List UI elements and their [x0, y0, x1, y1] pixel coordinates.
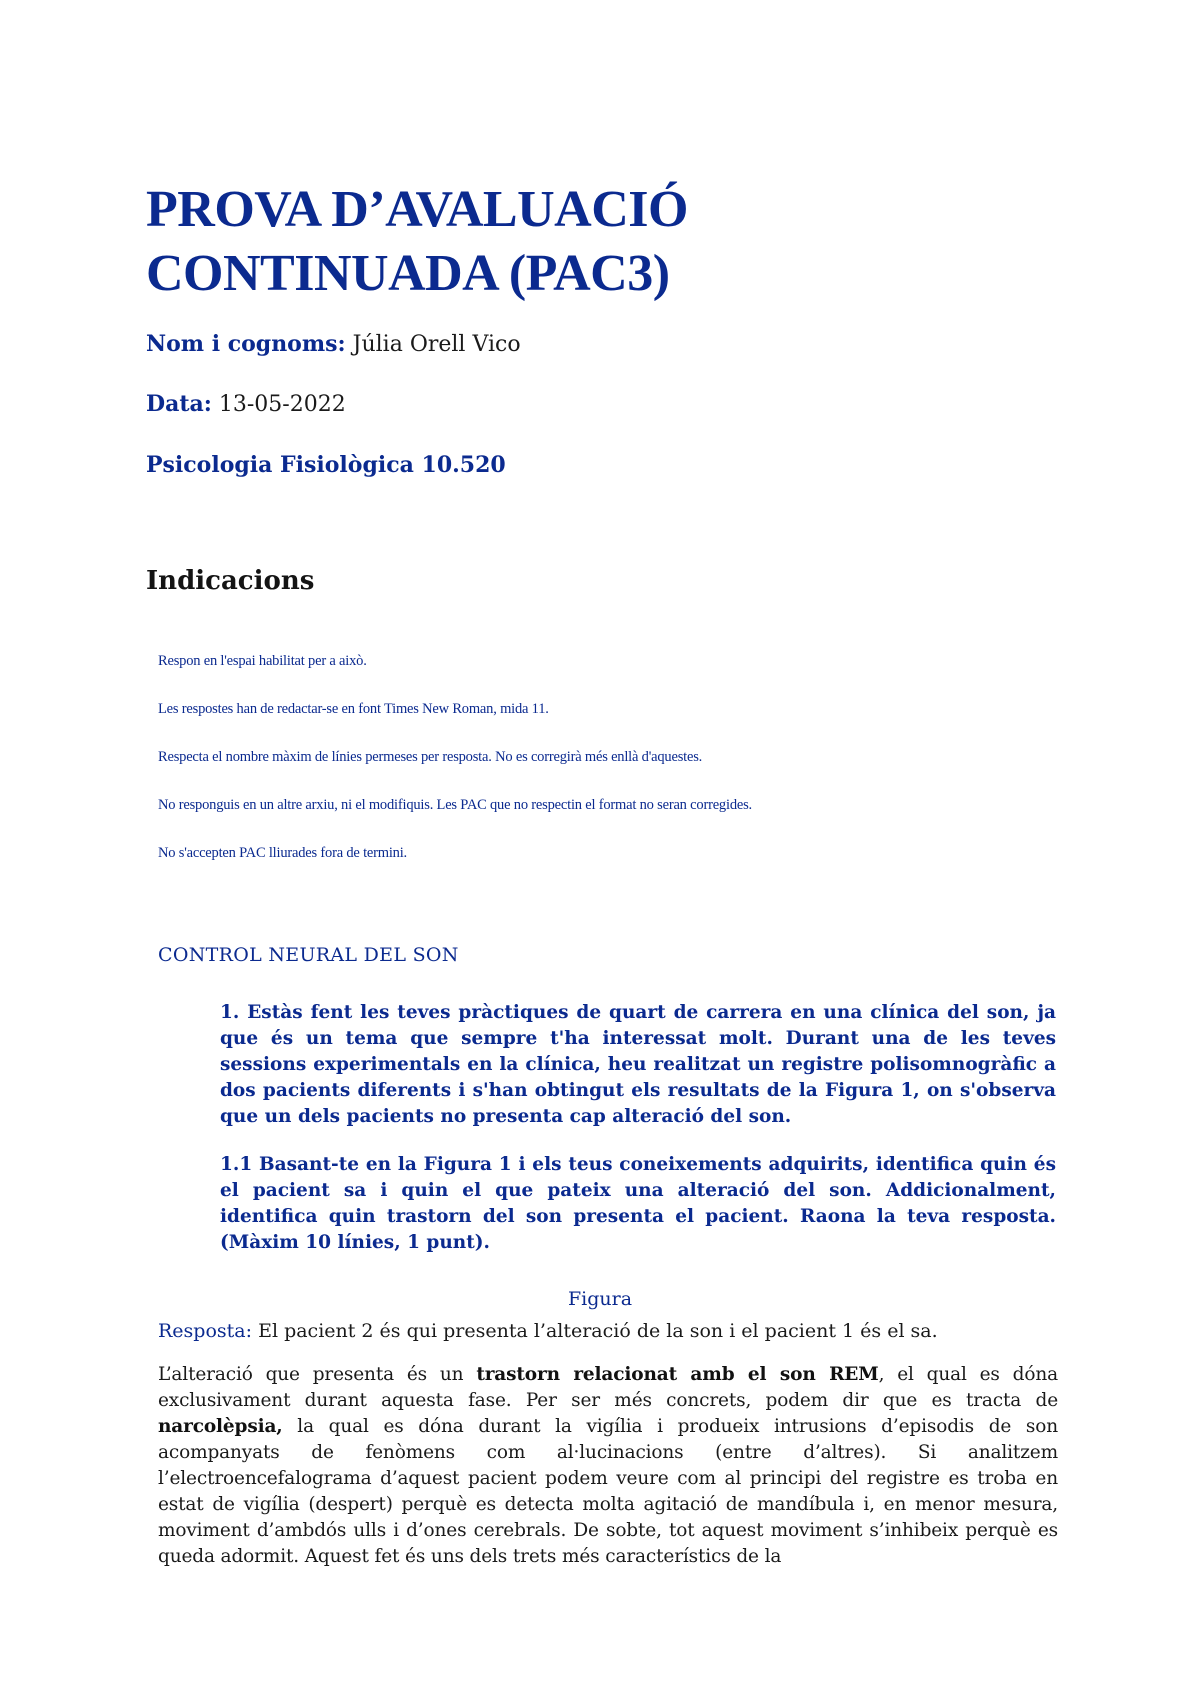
indication-item: No responguis en un altre arxiu, ni el modifiquis. Les PAC que no respectin el format no seran corregides.	[158, 797, 752, 813]
answer-paragraph	[158, 1362, 1058, 1570]
document-title: PROVA D’AVALUACIÓ CONTINUADA (PAC3)	[146, 181, 688, 302]
answer-text: la qual es dóna durant la vigília i produeix intrusions d’episodis de son acompanyats de fenòmens com al·lucinacions (entre d’altres). Si analitzem l’electroencefalograma d’aquest pacient podem veure com al principi del registre es troba en estat de vigília (despert) perquè es detecta molta agitació de mandíbula i, en menor mesura, moviment d’ambdós ulls i d’ones cerebrals. De sobte, tot aquest moviment s’inhibeix perquè es queda adormit. Aquest fet és uns dels trets més característics de la	[158, 1416, 1058, 1567]
course-name: Psicologia Fisiològica 10.520	[146, 452, 506, 478]
response-text: El pacient 2 és qui presenta l’alteració de la son i el pacient 1 és el sa.	[258, 1320, 938, 1342]
indication-item: Respon en l'espai habilitat per a això.	[158, 653, 367, 669]
indications-list	[158, 652, 1058, 892]
answer-text: , el qual es dóna exclusivament durant aquesta fase. Per ser més concrets, podem dir que es tracta de	[158, 1364, 1058, 1411]
student-name-line	[146, 330, 521, 359]
question-1: 1. Estàs fent les teves pràctiques de quart de carrera en una clínica del son, ja que és un tema que sempre t'ha interessat molt. Durant una de les teves sessions experimentals en la clínica, heu realitzat un registre polisomnogràfic a dos pacients diferents i s'han obtingut els resultats de la Figura 1, on s'observa que un dels pacients no presenta cap alteració del son.	[220, 1002, 1056, 1127]
answer-bold-term: narcolèpsia,	[158, 1416, 283, 1437]
question-1-1: 1.1 Basant-te en la Figura 1 i els teus coneixements adquirits, identifica quin és el pacient sa i quin el que pateix una alteració del son. Addicionalment, identifica quin trastorn del son presenta el pacient. Raona la teva resposta. (Màxim 10 línies, 1 punt).	[220, 1154, 1056, 1253]
indication-item: Respecta el nombre màxim de línies permeses per resposta. No es corregirà més enllà d'aquestes.	[158, 749, 703, 765]
date-value: 13-05-2022	[218, 392, 346, 417]
indication-item: Les respostes han de redactar-se en font Times New Roman, mida 11.	[158, 701, 549, 717]
indications-heading: Indicacions	[146, 566, 315, 596]
figure-caption: Figura	[567, 1288, 633, 1310]
answer-text: L’alteració que presenta és un	[158, 1364, 477, 1385]
response-label: Resposta:	[158, 1320, 253, 1342]
date-label: Data:	[146, 391, 212, 417]
date-line	[146, 390, 346, 419]
student-name-label: Nom i cognoms:	[146, 331, 346, 357]
answer-bold-term: trastorn relacionat amb el son REM	[476, 1364, 879, 1385]
response-line	[158, 1318, 1058, 1344]
section-title: CONTROL NEURAL DEL SON	[158, 944, 459, 966]
student-name-value: Júlia Orell Vico	[352, 332, 521, 357]
indication-item: No s'accepten PAC lliurades fora de termini.	[158, 845, 407, 861]
